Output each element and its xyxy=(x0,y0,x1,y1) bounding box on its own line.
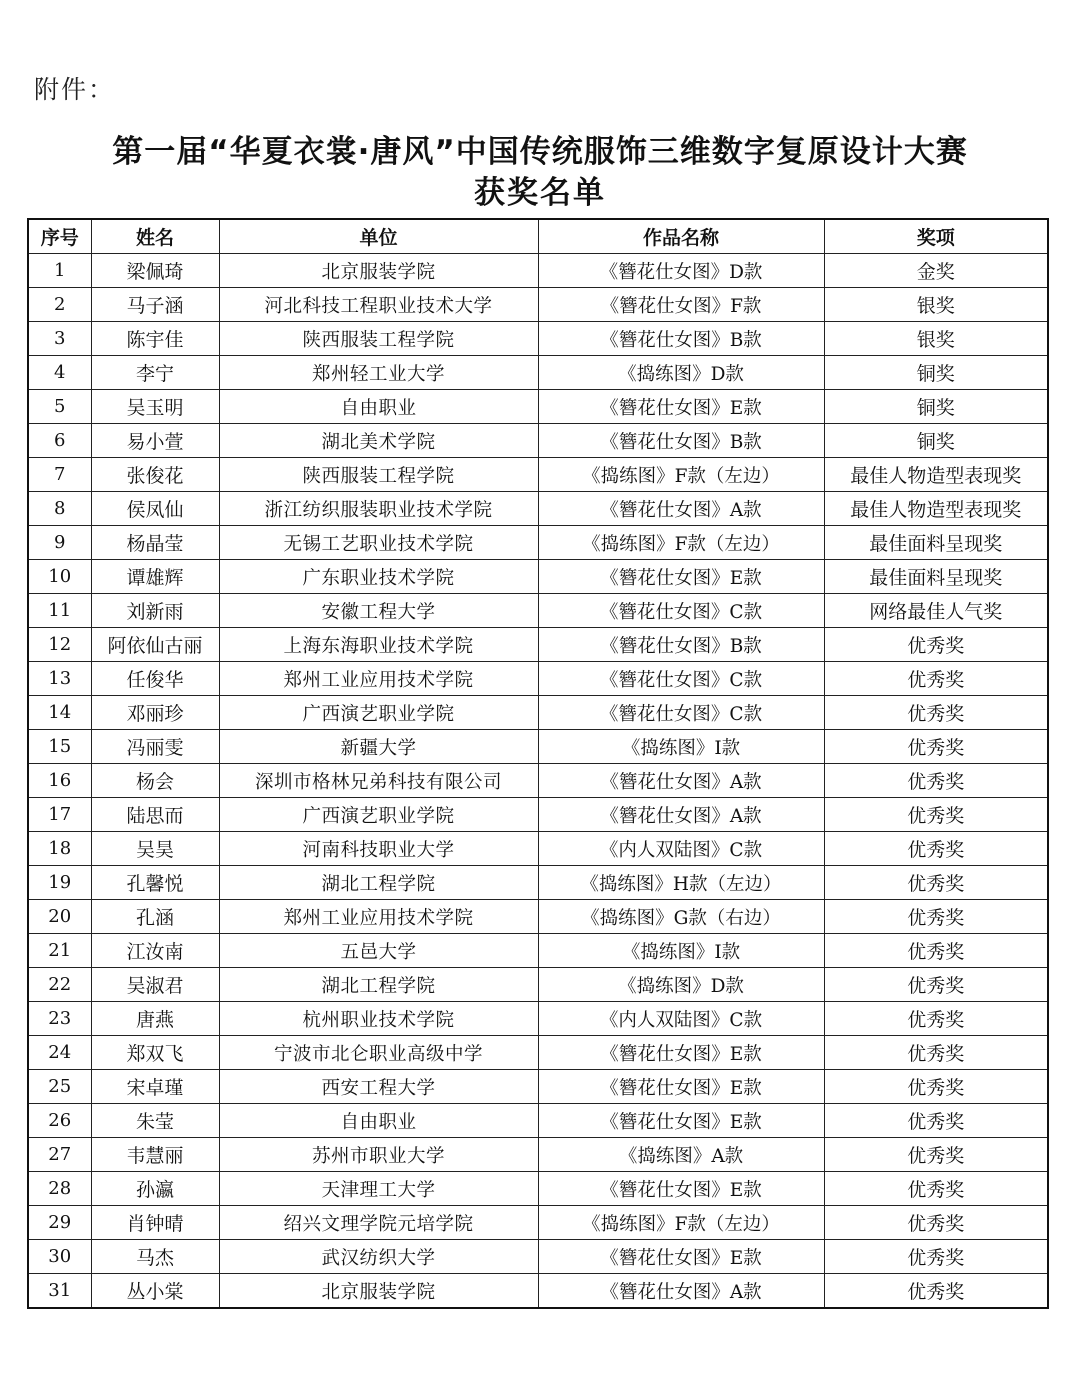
number-cell: 7 xyxy=(28,458,91,492)
name-cell: 丛小棠 xyxy=(91,1274,219,1309)
unit-cell: 苏州市职业大学 xyxy=(219,1138,538,1172)
award-cell: 优秀奖 xyxy=(824,1002,1048,1036)
number-cell: 29 xyxy=(28,1206,91,1240)
name-cell: 李宁 xyxy=(91,356,219,390)
table-row xyxy=(28,492,1048,526)
award-cell: 优秀奖 xyxy=(824,1172,1048,1206)
name-cell: 陆思而 xyxy=(91,798,219,832)
award-cell: 优秀奖 xyxy=(824,628,1048,662)
unit-cell: 湖北美术学院 xyxy=(219,424,538,458)
unit-cell: 五邑大学 xyxy=(219,934,538,968)
name-cell: 冯丽雯 xyxy=(91,730,219,764)
work-title-cell: 《簪花仕女图》B款 xyxy=(538,424,824,458)
name-cell: 马子涵 xyxy=(91,288,219,322)
unit-cell: 上海东海职业技术学院 xyxy=(219,628,538,662)
unit-cell: 湖北工程学院 xyxy=(219,866,538,900)
name-cell: 吴玉明 xyxy=(91,390,219,424)
work-title-cell: 《簪花仕女图》A款 xyxy=(538,764,824,798)
table-row xyxy=(28,832,1048,866)
name-cell: 肖钟晴 xyxy=(91,1206,219,1240)
number-cell: 11 xyxy=(28,594,91,628)
name-cell: 唐燕 xyxy=(91,1002,219,1036)
work-title-cell: 《簪花仕女图》A款 xyxy=(538,1274,824,1309)
award-cell: 优秀奖 xyxy=(824,1070,1048,1104)
table-row xyxy=(28,1274,1048,1309)
award-cell: 优秀奖 xyxy=(824,662,1048,696)
unit-cell: 自由职业 xyxy=(219,390,538,424)
number-cell: 22 xyxy=(28,968,91,1002)
table-row xyxy=(28,1240,1048,1274)
number-cell: 26 xyxy=(28,1104,91,1138)
award-cell: 优秀奖 xyxy=(824,764,1048,798)
unit-cell: 陕西服装工程学院 xyxy=(219,458,538,492)
unit-cell: 北京服装学院 xyxy=(219,1274,538,1309)
unit-cell: 广东职业技术学院 xyxy=(219,560,538,594)
unit-cell: 浙江纺织服装职业技术学院 xyxy=(219,492,538,526)
table-row xyxy=(28,526,1048,560)
number-cell: 24 xyxy=(28,1036,91,1070)
name-cell: 杨会 xyxy=(91,764,219,798)
table-row xyxy=(28,1036,1048,1070)
award-cell: 银奖 xyxy=(824,288,1048,322)
header-unit: 单位 xyxy=(219,219,538,254)
work-title-cell: 《内人双陆图》C款 xyxy=(538,832,824,866)
name-cell: 陈宇佳 xyxy=(91,322,219,356)
award-cell: 优秀奖 xyxy=(824,900,1048,934)
unit-cell: 无锡工艺职业技术学院 xyxy=(219,526,538,560)
work-title-cell: 《捣练图》F款（左边） xyxy=(538,1206,824,1240)
number-cell: 27 xyxy=(28,1138,91,1172)
number-cell: 3 xyxy=(28,322,91,356)
header-award: 奖项 xyxy=(824,219,1048,254)
work-title-cell: 《簪花仕女图》E款 xyxy=(538,1240,824,1274)
table-row xyxy=(28,900,1048,934)
table-row xyxy=(28,696,1048,730)
award-cell: 优秀奖 xyxy=(824,832,1048,866)
unit-cell: 绍兴文理学院元培学院 xyxy=(219,1206,538,1240)
name-cell: 梁佩琦 xyxy=(91,254,219,288)
document-subtitle: 获奖名单 xyxy=(474,175,606,211)
table-row xyxy=(28,764,1048,798)
award-cell: 最佳人物造型表现奖 xyxy=(824,458,1048,492)
header-work-title: 作品名称 xyxy=(538,219,824,254)
work-title-cell: 《簪花仕女图》A款 xyxy=(538,492,824,526)
work-title-cell: 《簪花仕女图》B款 xyxy=(538,322,824,356)
name-cell: 孔馨悦 xyxy=(91,866,219,900)
work-title-cell: 《簪花仕女图》E款 xyxy=(538,1036,824,1070)
number-cell: 8 xyxy=(28,492,91,526)
table-row xyxy=(28,594,1048,628)
table-row xyxy=(28,1002,1048,1036)
work-title-cell: 《捣练图》I款 xyxy=(538,730,824,764)
number-cell: 30 xyxy=(28,1240,91,1274)
work-title-cell: 《捣练图》F款（左边） xyxy=(538,458,824,492)
work-title-cell: 《内人双陆图》C款 xyxy=(538,1002,824,1036)
unit-cell: 郑州轻工业大学 xyxy=(219,356,538,390)
work-title-cell: 《簪花仕女图》E款 xyxy=(538,1172,824,1206)
document-title: 第一届“华夏衣裳·唐风”中国传统服饰三维数字复原设计大赛 xyxy=(112,134,968,170)
name-cell: 孙瀛 xyxy=(91,1172,219,1206)
award-cell: 最佳面料呈现奖 xyxy=(824,560,1048,594)
number-cell: 23 xyxy=(28,1002,91,1036)
name-cell: 邓丽珍 xyxy=(91,696,219,730)
work-title-cell: 《捣练图》D款 xyxy=(538,968,824,1002)
table-row xyxy=(28,288,1048,322)
table-row xyxy=(28,968,1048,1002)
number-cell: 12 xyxy=(28,628,91,662)
number-cell: 13 xyxy=(28,662,91,696)
table-row xyxy=(28,458,1048,492)
work-title-cell: 《簪花仕女图》D款 xyxy=(538,254,824,288)
number-cell: 10 xyxy=(28,560,91,594)
unit-cell: 郑州工业应用技术学院 xyxy=(219,900,538,934)
unit-cell: 天津理工大学 xyxy=(219,1172,538,1206)
unit-cell: 宁波市北仑职业高级中学 xyxy=(219,1036,538,1070)
number-cell: 17 xyxy=(28,798,91,832)
number-cell: 16 xyxy=(28,764,91,798)
unit-cell: 安徽工程大学 xyxy=(219,594,538,628)
award-cell: 铜奖 xyxy=(824,424,1048,458)
name-cell: 韦慧丽 xyxy=(91,1138,219,1172)
unit-cell: 郑州工业应用技术学院 xyxy=(219,662,538,696)
table-row xyxy=(28,322,1048,356)
award-cell: 优秀奖 xyxy=(824,866,1048,900)
work-title-cell: 《簪花仕女图》E款 xyxy=(538,1104,824,1138)
work-title-cell: 《簪花仕女图》E款 xyxy=(538,560,824,594)
table-row xyxy=(28,1138,1048,1172)
unit-cell: 广西演艺职业学院 xyxy=(219,798,538,832)
award-cell: 最佳面料呈现奖 xyxy=(824,526,1048,560)
table-row xyxy=(28,254,1048,288)
number-cell: 14 xyxy=(28,696,91,730)
number-cell: 21 xyxy=(28,934,91,968)
number-cell: 25 xyxy=(28,1070,91,1104)
number-cell: 20 xyxy=(28,900,91,934)
award-cell: 优秀奖 xyxy=(824,1036,1048,1070)
award-cell: 优秀奖 xyxy=(824,968,1048,1002)
number-cell: 4 xyxy=(28,356,91,390)
award-cell: 优秀奖 xyxy=(824,1104,1048,1138)
award-cell: 优秀奖 xyxy=(824,1138,1048,1172)
work-title-cell: 《捣练图》D款 xyxy=(538,356,824,390)
attachment-label: 附件： xyxy=(34,75,116,104)
table-row xyxy=(28,424,1048,458)
number-cell: 18 xyxy=(28,832,91,866)
number-cell: 9 xyxy=(28,526,91,560)
unit-cell: 陕西服装工程学院 xyxy=(219,322,538,356)
table-row xyxy=(28,560,1048,594)
award-cell: 优秀奖 xyxy=(824,696,1048,730)
award-cell: 网络最佳人气奖 xyxy=(824,594,1048,628)
number-cell: 28 xyxy=(28,1172,91,1206)
unit-cell: 杭州职业技术学院 xyxy=(219,1002,538,1036)
unit-cell: 深圳市格林兄弟科技有限公司 xyxy=(219,764,538,798)
table-row xyxy=(28,1206,1048,1240)
award-cell: 优秀奖 xyxy=(824,1274,1048,1309)
unit-cell: 广西演艺职业学院 xyxy=(219,696,538,730)
name-cell: 易小萱 xyxy=(91,424,219,458)
unit-cell: 自由职业 xyxy=(219,1104,538,1138)
table-row xyxy=(28,798,1048,832)
name-cell: 郑双飞 xyxy=(91,1036,219,1070)
name-cell: 马杰 xyxy=(91,1240,219,1274)
work-title-cell: 《簪花仕女图》A款 xyxy=(538,798,824,832)
work-title-cell: 《簪花仕女图》C款 xyxy=(538,594,824,628)
table-row xyxy=(28,628,1048,662)
table-row xyxy=(28,730,1048,764)
unit-cell: 河北科技工程职业技术大学 xyxy=(219,288,538,322)
name-cell: 刘新雨 xyxy=(91,594,219,628)
name-cell: 侯凤仙 xyxy=(91,492,219,526)
table-row xyxy=(28,1172,1048,1206)
work-title-cell: 《簪花仕女图》C款 xyxy=(538,662,824,696)
number-cell: 19 xyxy=(28,866,91,900)
number-cell: 15 xyxy=(28,730,91,764)
work-title-cell: 《捣练图》G款（右边） xyxy=(538,900,824,934)
work-title-cell: 《簪花仕女图》E款 xyxy=(538,390,824,424)
table-body xyxy=(28,254,1048,1309)
number-cell: 2 xyxy=(28,288,91,322)
work-title-cell: 《簪花仕女图》B款 xyxy=(538,628,824,662)
name-cell: 吴昊 xyxy=(91,832,219,866)
work-title-cell: 《捣练图》I款 xyxy=(538,934,824,968)
name-cell: 宋卓瑾 xyxy=(91,1070,219,1104)
number-cell: 6 xyxy=(28,424,91,458)
name-cell: 吴淑君 xyxy=(91,968,219,1002)
award-cell: 优秀奖 xyxy=(824,934,1048,968)
unit-cell: 武汉纺织大学 xyxy=(219,1240,538,1274)
work-title-cell: 《捣练图》F款（左边） xyxy=(538,526,824,560)
number-cell: 5 xyxy=(28,390,91,424)
unit-cell: 湖北工程学院 xyxy=(219,968,538,1002)
table-row xyxy=(28,866,1048,900)
award-cell: 最佳人物造型表现奖 xyxy=(824,492,1048,526)
table-header-row xyxy=(28,219,1048,254)
award-cell: 优秀奖 xyxy=(824,1240,1048,1274)
award-cell: 优秀奖 xyxy=(824,798,1048,832)
table-row xyxy=(28,934,1048,968)
table-row xyxy=(28,390,1048,424)
name-cell: 谭雄辉 xyxy=(91,560,219,594)
award-cell: 优秀奖 xyxy=(824,1206,1048,1240)
name-cell: 江汝南 xyxy=(91,934,219,968)
name-cell: 张俊花 xyxy=(91,458,219,492)
award-cell: 银奖 xyxy=(824,322,1048,356)
number-cell: 1 xyxy=(28,254,91,288)
name-cell: 孔涵 xyxy=(91,900,219,934)
work-title-cell: 《捣练图》A款 xyxy=(538,1138,824,1172)
table-row xyxy=(28,356,1048,390)
unit-cell: 河南科技职业大学 xyxy=(219,832,538,866)
award-cell: 优秀奖 xyxy=(824,730,1048,764)
header-number: 序号 xyxy=(28,219,91,254)
award-cell: 铜奖 xyxy=(824,356,1048,390)
name-cell: 杨晶莹 xyxy=(91,526,219,560)
unit-cell: 新疆大学 xyxy=(219,730,538,764)
name-cell: 任俊华 xyxy=(91,662,219,696)
work-title-cell: 《簪花仕女图》F款 xyxy=(538,288,824,322)
award-cell: 铜奖 xyxy=(824,390,1048,424)
number-cell: 31 xyxy=(28,1274,91,1309)
work-title-cell: 《簪花仕女图》C款 xyxy=(538,696,824,730)
header-name: 姓名 xyxy=(91,219,219,254)
award-cell: 金奖 xyxy=(824,254,1048,288)
award-table xyxy=(27,218,1049,1309)
work-title-cell: 《簪花仕女图》E款 xyxy=(538,1070,824,1104)
unit-cell: 北京服装学院 xyxy=(219,254,538,288)
name-cell: 阿依仙古丽 xyxy=(91,628,219,662)
table-row xyxy=(28,662,1048,696)
unit-cell: 西安工程大学 xyxy=(219,1070,538,1104)
table-row xyxy=(28,1104,1048,1138)
name-cell: 朱莹 xyxy=(91,1104,219,1138)
table-row xyxy=(28,1070,1048,1104)
work-title-cell: 《捣练图》H款（左边） xyxy=(538,866,824,900)
